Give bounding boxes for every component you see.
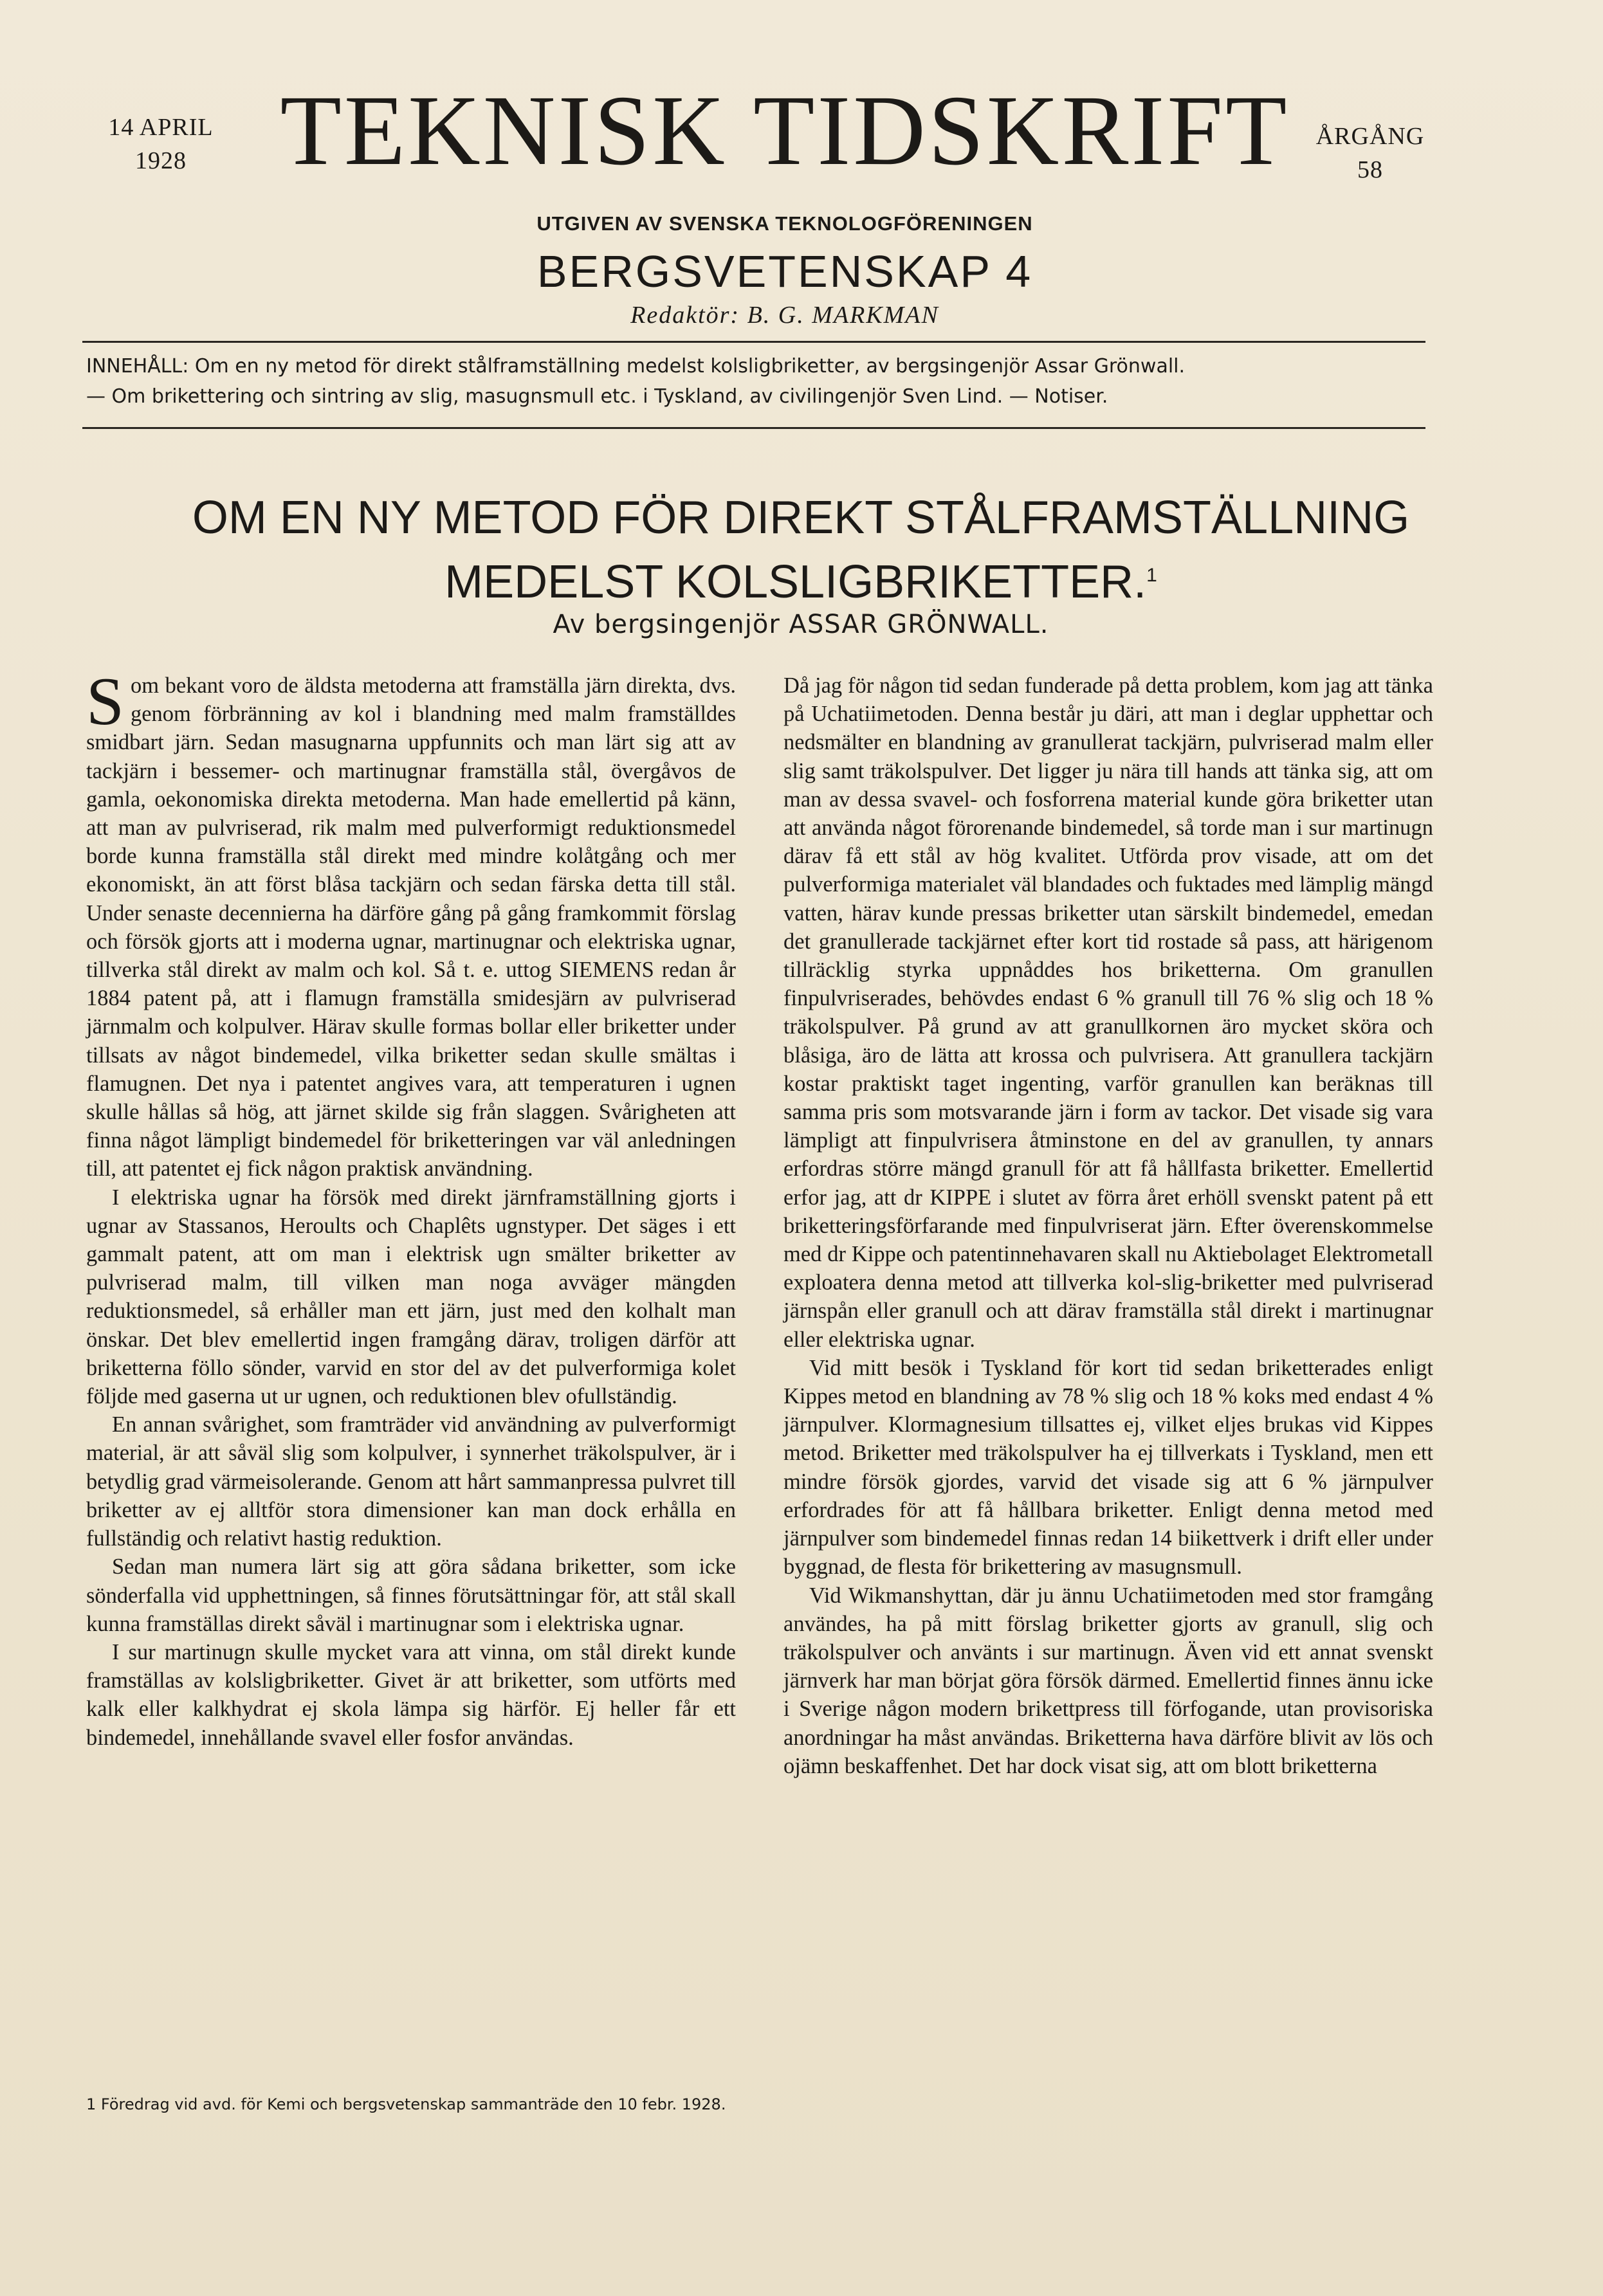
- text-column-right: [783, 671, 1433, 1780]
- paragraph: I sur martinugn skulle mycket vara att vinna, om stål direkt kunde framställas av kolsligbriketter. Givet är att briketter, som utförts med kalk eller kalkhydrat ej skola lämpa sig härför. Ej heller får ett bindemedel, innehållande svavel eller fosfor användas.: [86, 1639, 736, 1750]
- article-title-line: MEDELST KOLSLIGBRIKETTER.$^1$: [444, 556, 1157, 608]
- table-of-contents: [86, 351, 1422, 412]
- article-title-line: OM EN NY METOD FÖR DIREKT STÅLFRAMSTÄLLNING: [192, 492, 1410, 543]
- paragraph: Vid Wikmanshyttan, där ju ännu Uchatiimetoden med stor framgång användes, ha på mitt förslag briketter gjorts av granull, slig och träkolspulver och använts i sur martinugn. Även vid ett annat svenskt järnverk har man börjat göra försök därmed. Emellertid finnes ännu icke i Sverige någon modern brikettpress till förfogande, utan provisoriska anordningar ha måst användas. Briketterna hava därföre blivit av lös och ojämn beskaffenhet. Det har dock visat sig, att om blott briketterna: [783, 1583, 1433, 1778]
- text-column-left: [86, 664, 736, 1752]
- article-byline: Av bergsingenjör ASSAR GRÖNWALL.: [553, 610, 1049, 639]
- editor-line: Redaktör: B. G. MARKMAN: [630, 302, 939, 329]
- paragraph: Sedan man numera lärt sig att göra sådana briketter, som icke sönderfalla vid upphettningen, så finnes förutsättningar för, att stål skall kunna framställas direkt såväl i martinugnar som i elektriska ugnar.: [86, 1554, 736, 1636]
- paragraph: En annan svårighet, som framträder vid användning av pulverformigt material, är att såväl slig som kolpulver, i synnerhet träkolspulver, är i betydlig grad värmeisolerande. Genom att hårt sammanpressa pulvret till briketter av ej alltför stora dimensioner kan man dock erhålla en fullständig och relativt hastig reduktion.: [86, 1412, 736, 1551]
- publisher-line: UTGIVEN AV SVENSKA TEKNOLOGFÖRENINGEN: [536, 212, 1033, 235]
- section-title: BERGSVETENSKAP 4: [536, 246, 1033, 296]
- contents-top-rule: [82, 341, 1425, 343]
- issue-date-year: 1928: [135, 147, 187, 174]
- issue-date: [77, 111, 244, 178]
- contents-line: — Om brikettering och sintring av slig, masugnsmull etc. i Tyskland, av civilingenjör Sven Lind. — Notiser.: [86, 385, 1108, 408]
- paragraph: I elektriska ugnar ha försök med direkt järnframställning gjorts i ugnar av Stassanos, Heroults och Chaplêts ugnstyper. Det säges i ett gammalt patent, att om man i elektrisk ugn smälter briketter av pulvriserad malm, till vilken man noga avväger mängden reduktionsmedel, så erhåller man ett järn, just med den kolhalt man önskar. Det blev emellertid ingen framgång därav, troligen därför att briketterna föllo sönder, varvid en stor del av det pulverformiga kolet följde med gaserna ut ur ugnen, och reduktionen blev ofullständig.: [86, 1185, 736, 1409]
- paragraph: Som bekant voro de äldsta metoderna att framställa järn direkta, dvs. genom förbränning av kol i blandning med malm framställdes smidbart järn. Sedan masugnarna uppfunnits och man lärt sig att av tackjärn i bessemer- och martinugnar framställa stål, övergåvos de gamla, oekonomiska direkta metoderna. Man hade emellertid på känn, att man av pulvriserad, rik malm med pulverformigt reduktionsmedel borde kunna framställa stål direkt med mindre kolåtgång och mer ekonomiskt, än att först blåsa tackjärn och sedan färska detta till stål. Under senaste decennierna ha därföre gång på gång framkommit förslag och försök gjorts att i moderna ugnar, martinugnar och elektriska ugnar, tillverka stål direkt av malm och kol. Så t. e. uttog SIEMENS redan år 1884 patent på, att i flamugn framställa smidesjärn av pulvriserad järnmalm och kolpulver. Härav skulle formas bollar eller briketter under tillsats av något bindemedel, vilka briketter sedan skulle smältas i flamugnen. Det nya i patentet angives vara, att temperaturen i ugnen skulle hållas så hög, att järnet skilde sig från slaggen. Svårigheten att finna något lämpligt bindemedel för briketteringen var väl anledningen till, att patentet ej fick någon praktisk användning.: [86, 664, 736, 1181]
- paragraph: Vid mitt besök i Tyskland för kort tid sedan briketterades enligt Kippes metod en blandning av 78 % slig och 18 % koks med endast 4 % järnpulver. Klormagnesium tillsattes ej, vilket eljes brukas vid Kippes metod. Briketter med träkolspulver ha ej tillverkats i Tyskland, men ett mindre försök gjordes, varvid det visade sig att 6 % järnpulver erfordrades för att få hållbara briketter. Enligt denna metod med järnpulver som bindemedel finnas redan 14 biikettverk i drift eller under byggnad, de flesta för brikettering av masugnsmull.: [783, 1355, 1433, 1580]
- masthead-title: TEKNISK TIDSKRIFT: [280, 75, 1290, 186]
- footnote: 1 Föredrag vid avd. för Kemi och bergsvetenskap sammanträde den 10 febr. 1928.: [86, 2095, 726, 2113]
- volume-number: 58: [1357, 156, 1383, 183]
- article-title: [84, 489, 1518, 611]
- footnote-marker: 1: [1146, 565, 1157, 586]
- paragraph: Då jag för någon tid sedan funderade på detta problem, kom jag att tänka på Uchatiimetoden. Denna består ju däri, att man i deglar upphettar och nedsmälter en blandning av granullerat tackjärn, pulvriserad malm eller slig samt träkolspulver. Det ligger ju nära till hands att tänka sig, att om man av dessa svavel- och fosforrena material kunde göra briketter utan att använda något förorenande bindemedel, så torde man i sur martinugn därav få ett stål av hög kvalitet. Utförda prov visade, att om det pulverformiga materialet väl blandades och fuktades med lämplig mängd vatten, härav kunde pressas briketter utan särskilt bindemedel, emedan det granullerade tackjärnet efter kort tid rostade så pass, att härigenom tillräcklig styrka uppnåddes hos briketterna. Om granullen finpulvriserades, behövdes endast 6 % granull till 76 % slig och 18 % träkolspulver. På grund av att granullkornen äro mycket sköra och blåsiga, äro de lätta att krossa och pulvrisera. Att granullera tackjärn kostar praktiskt taget ingenting, varför granullen kan beräknas till samma pris som motsvarande järn i form av tackor. Det visade sig vara lämpligt att finpulvrisera åtminstone en del av granullen, ty annars erfordras större mängd granull för att få hållfasta briketter. Emellertid erfor jag, att dr KIPPE i slutet av förra året erhöll svenskt patent på ett briketteringsförfarande med finpulvriserat järn. Efter överenskommelse med dr Kippe och patentinnehavaren skall nu Aktiebolaget Elektrometall exploatera denna metod att tillverka kol-slig-briketter med pulvriserad järnspån eller granull och att därav framställa stål direkt i martinugnar eller elektriska ugnar.: [783, 673, 1433, 1352]
- contents-bottom-rule: [82, 427, 1425, 429]
- volume-label: ÅRGÅNG: [1315, 123, 1425, 150]
- contents-line: INNEHÅLL: Om en ny metod för direkt stålframställning medelst kolsligbriketter, av bergsingenjör Assar Grönwall.: [86, 355, 1186, 378]
- volume-info: [1293, 120, 1447, 187]
- issue-date-day-month: 14 APRIL: [108, 114, 214, 141]
- drop-cap: S: [86, 664, 124, 739]
